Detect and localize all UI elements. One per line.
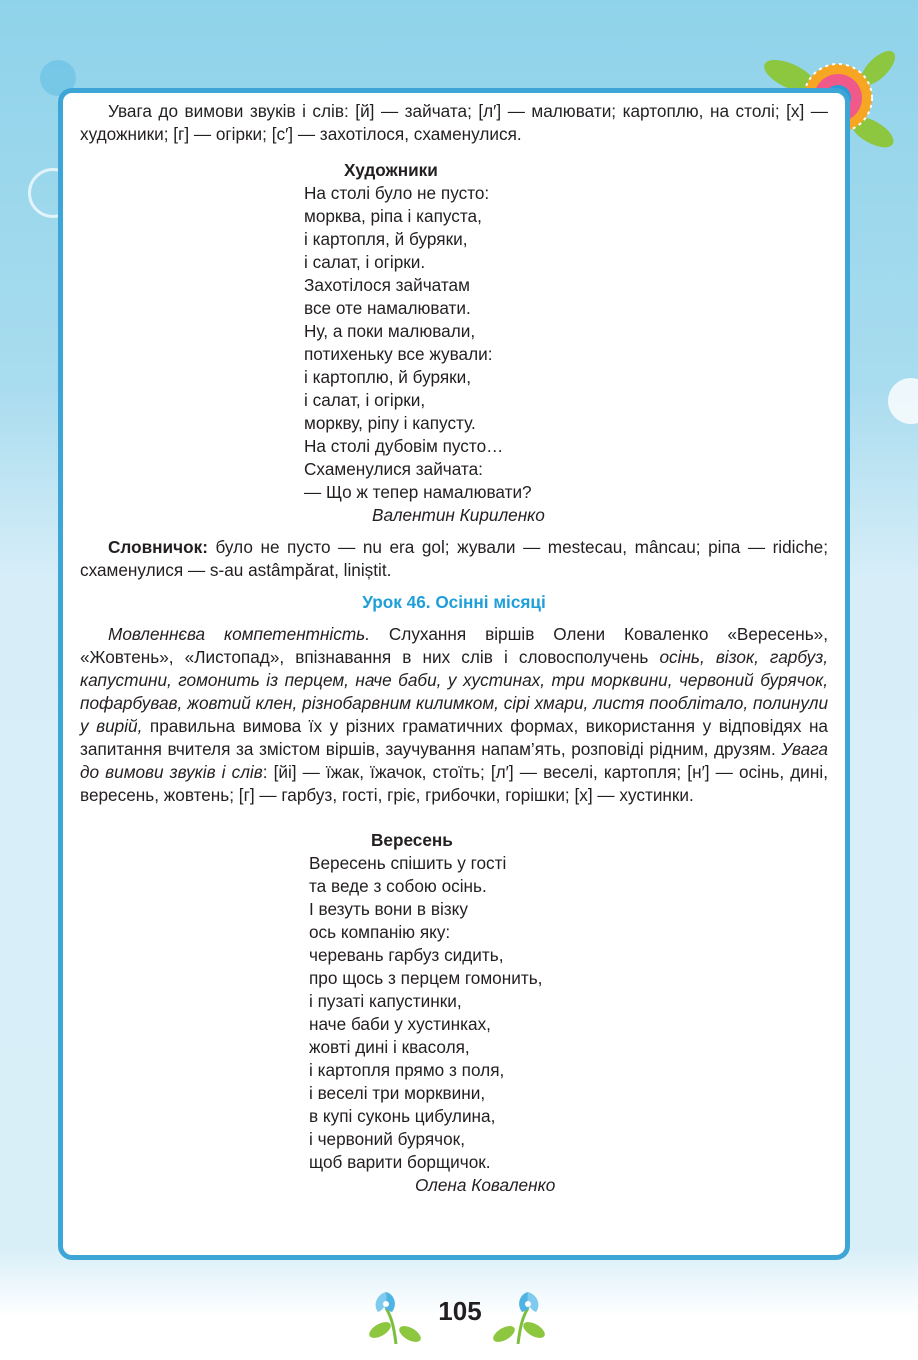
- poem-line: наче баби у хустинках,: [309, 1014, 491, 1034]
- poem-line: ось компанію яку:: [309, 922, 451, 942]
- poem-line: і салат, і огірки.: [304, 252, 426, 272]
- poem-line: Схаменулися зайчата:: [304, 459, 483, 479]
- poem-line: На столі дубовім пусто…: [304, 436, 504, 456]
- poem-line: і картоплю, й буряки,: [304, 367, 472, 387]
- poem-line: На столі було не пусто:: [304, 183, 490, 203]
- poem-line: Захотілося зайчатам: [304, 275, 470, 295]
- flower-ornament-left-icon: [364, 1284, 428, 1348]
- poem-line: і салат, і огірки,: [304, 390, 426, 410]
- glossary: [80, 536, 828, 582]
- poem-line: і веселі три морквини,: [309, 1083, 486, 1103]
- poem-line: і пузаті капустинки,: [309, 991, 462, 1011]
- pronunciation-label: Увага до вимови звуків і слів:: [108, 101, 349, 121]
- poem-line: і картопля прямо з поля,: [309, 1060, 505, 1080]
- flower-ornament-right-icon: [486, 1284, 550, 1348]
- poem-line: про щось з перцем гомонить,: [309, 968, 543, 988]
- poem-line: і червоний бурячок,: [309, 1129, 465, 1149]
- page-number: 105: [438, 1296, 482, 1326]
- lesson-title: Урок 46. Осінні місяці: [362, 592, 546, 612]
- poem-line: морква, ріпа і капуста,: [304, 206, 482, 226]
- poem-line: і картопля, й буряки,: [304, 229, 468, 249]
- poem-title: Вересень: [371, 830, 453, 850]
- lesson-text: Слухання віршів Олени Коваленко «Вересень», «Жовтень», «Листопад», впізнавання в них слів і словосполучень: [80, 624, 828, 667]
- poem-khudozhnyky: [304, 159, 604, 527]
- glossary-text: було не пусто — nu era gol; жували — mestecau, mâncau; ріпа — ridiche; схаменулися — s-au astâmpărat, liniștit.: [80, 537, 828, 580]
- poem-line: І везуть вони в візку: [309, 899, 468, 919]
- lesson-text: : [йі] — їжак, їжачок, стоїть; [л′] — веселі, картопля; [н′] — осінь, дині, вересень, жовтень; [г] — гарбуз, гості, гріє, грибочки, горішки; [х] — хустинки.: [80, 762, 828, 805]
- poem-line: черевань гарбуз сидить,: [309, 945, 504, 965]
- pronunciation-text: [й] — зайчата; [л′] — малювати; картоплю, на столі; [х] — художники; [г] — огірки; [с′] — захотілося, схаменулися.: [80, 101, 828, 144]
- poem-line: жовті дині і квасоля,: [309, 1037, 470, 1057]
- lesson-text: правильна вимова їх у різних граматичних формах, використання у відповідях на запитання вчителя за змістом віршів, заучування напам’ять, розповіді рідним, друзям.: [80, 716, 828, 759]
- poem-line: та веде з собою осінь.: [309, 876, 487, 896]
- poem-line: Вересень спішить у гості: [309, 853, 507, 873]
- lesson-italic: Увага до вимови звуків і слів: [80, 739, 828, 782]
- poem-line: потихеньку все жували:: [304, 344, 493, 364]
- page-content: [80, 100, 828, 1197]
- pronunciation-note: [80, 100, 828, 146]
- poem-author: Валентин Кириленко: [372, 505, 545, 525]
- poem-line: моркву, ріпу і капусту.: [304, 413, 476, 433]
- poem-title: Художники: [344, 160, 438, 180]
- lesson-italic: осінь, візок, гарбуз, капустини, гомонить із перцем, наче баби, у хустинах, три морквини, червоний бурячок, пофарбував, жовтий клен, різнобарвним килимком, сірі хмари, листя пооблітало, полинули у вирій,: [80, 647, 828, 736]
- glossary-label: Словничок:: [108, 537, 208, 557]
- poem-line: щоб варити борщичок.: [309, 1152, 491, 1172]
- poem-line: — Що ж тепер намалювати?: [304, 482, 532, 502]
- poem-veresen: [309, 829, 599, 1197]
- poem-author: Олена Коваленко: [415, 1175, 556, 1195]
- lesson-description: [80, 623, 828, 807]
- poem-line: в купі суконь цибулина,: [309, 1106, 496, 1126]
- lesson-italic: Мовленнєва компетентність.: [108, 624, 370, 644]
- poem-line: все оте намалювати.: [304, 298, 471, 318]
- poem-line: Ну, а поки малювали,: [304, 321, 476, 341]
